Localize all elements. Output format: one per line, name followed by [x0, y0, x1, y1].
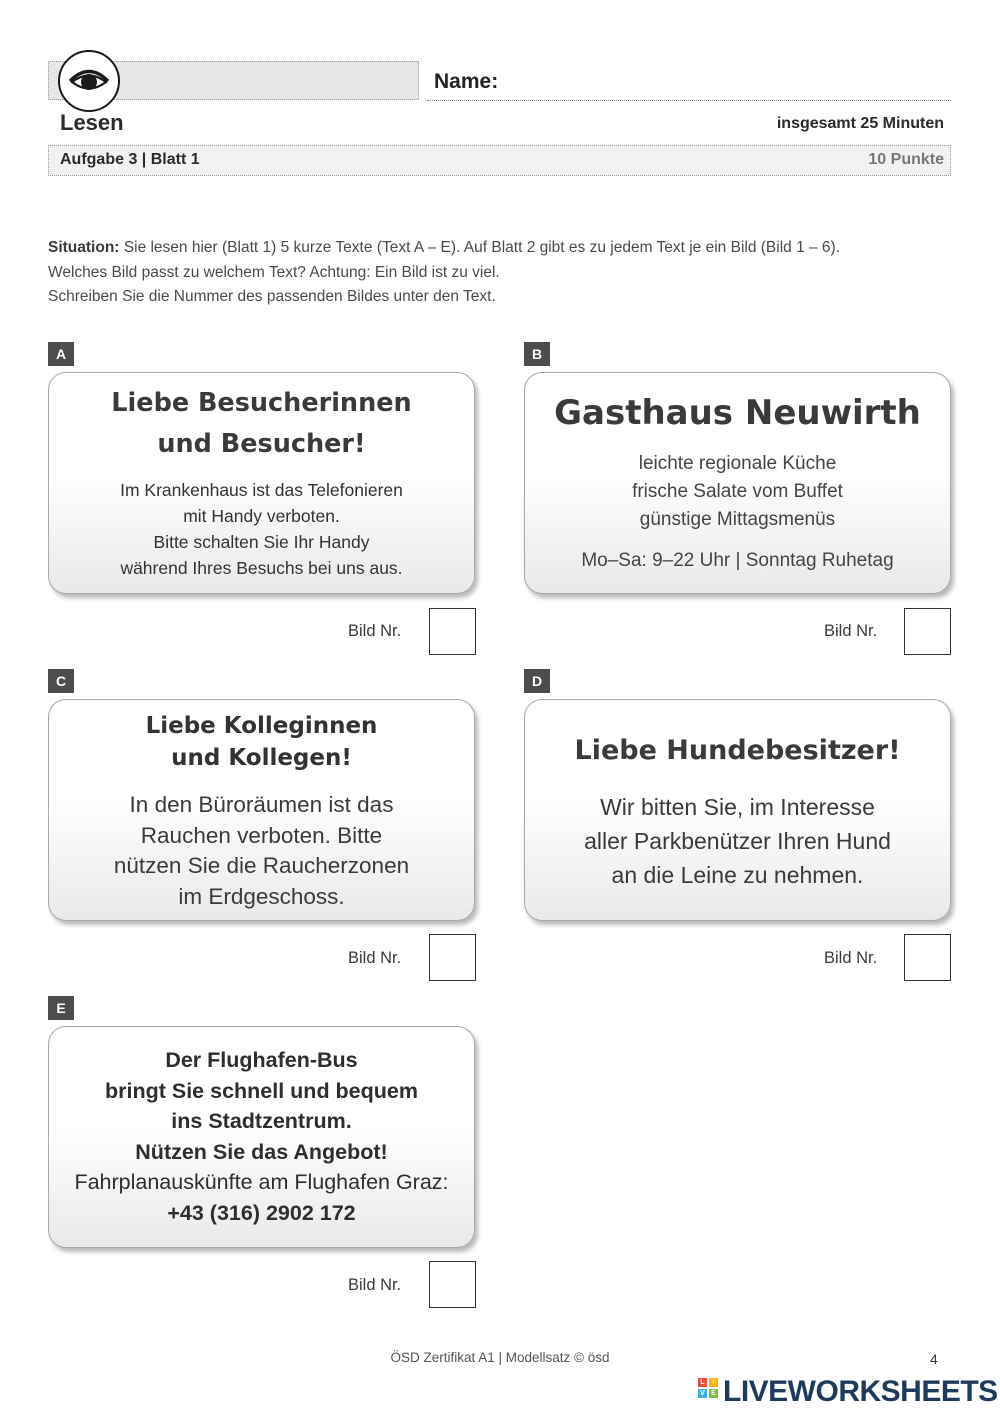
- text-a-title-1: Liebe Besucherinnen: [111, 388, 412, 418]
- text-d-title: Liebe Hundebesitzer!: [574, 735, 901, 766]
- text-b-card: [524, 372, 951, 594]
- text-d-body-1: Wir bitten Sie, im Interesse: [600, 794, 875, 820]
- text-e-letter: E: [48, 996, 74, 1020]
- instruction-line-3: Schreiben Sie die Nummer des passenden Bildes unter den Text.: [48, 288, 496, 305]
- text-d-card: [524, 699, 951, 921]
- text-a-body-1: Im Krankenhaus ist das Telefonieren: [120, 480, 403, 500]
- text-c-title-1: Liebe Kolleginnen: [145, 713, 378, 739]
- text-e-phone: +43 (316) 2902 172: [167, 1200, 356, 1225]
- text-a-body-4: während Ihres Besuchs bei uns aus.: [120, 558, 403, 578]
- text-e-line-1: Der Flughafen-Bus: [165, 1048, 358, 1072]
- liveworksheets-wordmark: LIVEWORKSHEETS: [723, 1375, 998, 1408]
- text-d-answer-box[interactable]: [904, 934, 951, 981]
- name-label: Name:: [434, 70, 499, 93]
- text-c-title-2: und Kollegen!: [171, 745, 352, 771]
- text-b-letter: B: [524, 342, 550, 366]
- instruction-line-2: Welches Bild passt zu welchem Text? Achtung: Ein Bild ist zu viel.: [48, 263, 500, 281]
- text-a-answer-label: Bild Nr.: [348, 622, 402, 640]
- page-number: 4: [930, 1351, 938, 1367]
- text-e-line-2: bringt Sie schnell und bequem: [105, 1078, 418, 1103]
- text-b-answer-label: Bild Nr.: [824, 622, 878, 640]
- reading-eye-icon: [58, 50, 120, 112]
- text-e-card: [48, 1026, 475, 1248]
- text-d-body-2: aller Parkbenützer Ihren Hund: [584, 828, 891, 854]
- footer-text: ÖSD Zertifikat A1 | Modellsatz © ösd: [390, 1350, 610, 1365]
- text-b-answer-box[interactable]: [904, 608, 951, 655]
- text-c-card: [48, 699, 475, 921]
- text-e-answer-box[interactable]: [429, 1261, 476, 1308]
- text-c-body-1: In den Büroräumen ist das: [129, 792, 394, 817]
- text-c-body-2: Rauchen verboten. Bitte: [140, 822, 383, 848]
- text-c-answer-box[interactable]: [429, 934, 476, 981]
- name-input-line[interactable]: [427, 100, 951, 101]
- text-e-line-3: ins Stadtzentrum.: [171, 1109, 352, 1133]
- instructions: [48, 236, 968, 310]
- text-a-answer-box[interactable]: [429, 608, 476, 655]
- text-c-body-3: nützen Sie die Raucherzonen: [113, 853, 410, 878]
- text-d-body-3: an die Leine zu nehmen.: [611, 862, 864, 888]
- section-title: Lesen: [60, 110, 124, 135]
- text-c-body-4: im Erdgeschoss.: [178, 883, 345, 909]
- duration-label: insgesamt 25 Minuten: [776, 115, 944, 132]
- text-b-body-3: günstige Mittagsmenüs: [639, 509, 836, 530]
- instruction-line-1: Sie lesen hier (Blatt 1) 5 kurze Texte (Text A – E). Auf Blatt 2 gibt es zu jedem Text je ein Bild (Bild 1 – 6).: [123, 239, 841, 256]
- text-c-answer-label: Bild Nr.: [348, 949, 402, 967]
- text-e-line-5: Fahrplanauskünfte am Flughafen Graz:: [74, 1170, 449, 1194]
- text-c-letter: C: [48, 669, 74, 693]
- text-a-body-2: mit Handy verboten.: [183, 506, 340, 526]
- text-d-letter: D: [524, 669, 550, 693]
- text-b-body-2: frische Salate vom Buffet: [632, 481, 843, 502]
- text-b-body-1: leichte regionale Küche: [638, 453, 837, 474]
- points-label: 10 Punkte: [868, 151, 944, 168]
- text-a-body-3: Bitte schalten Sie Ihr Handy: [153, 532, 370, 552]
- text-a-title-2: und Besucher!: [157, 429, 366, 459]
- text-d-answer-label: Bild Nr.: [824, 949, 878, 967]
- text-a-letter: A: [48, 342, 74, 366]
- situation-label: Situation:: [48, 239, 120, 256]
- text-b-hours: Mo–Sa: 9–22 Uhr | Sonntag Ruhetag: [581, 550, 894, 571]
- text-e-answer-label: Bild Nr.: [348, 1276, 402, 1294]
- text-e-line-4: Nützen Sie das Angebot!: [135, 1139, 388, 1164]
- text-a-card: [48, 372, 475, 594]
- task-label: Aufgabe 3 | Blatt 1: [60, 151, 200, 168]
- text-b-title: Gasthaus Neuwirth: [554, 393, 921, 433]
- liveworksheets-mark-icon: L I V E: [698, 1378, 720, 1406]
